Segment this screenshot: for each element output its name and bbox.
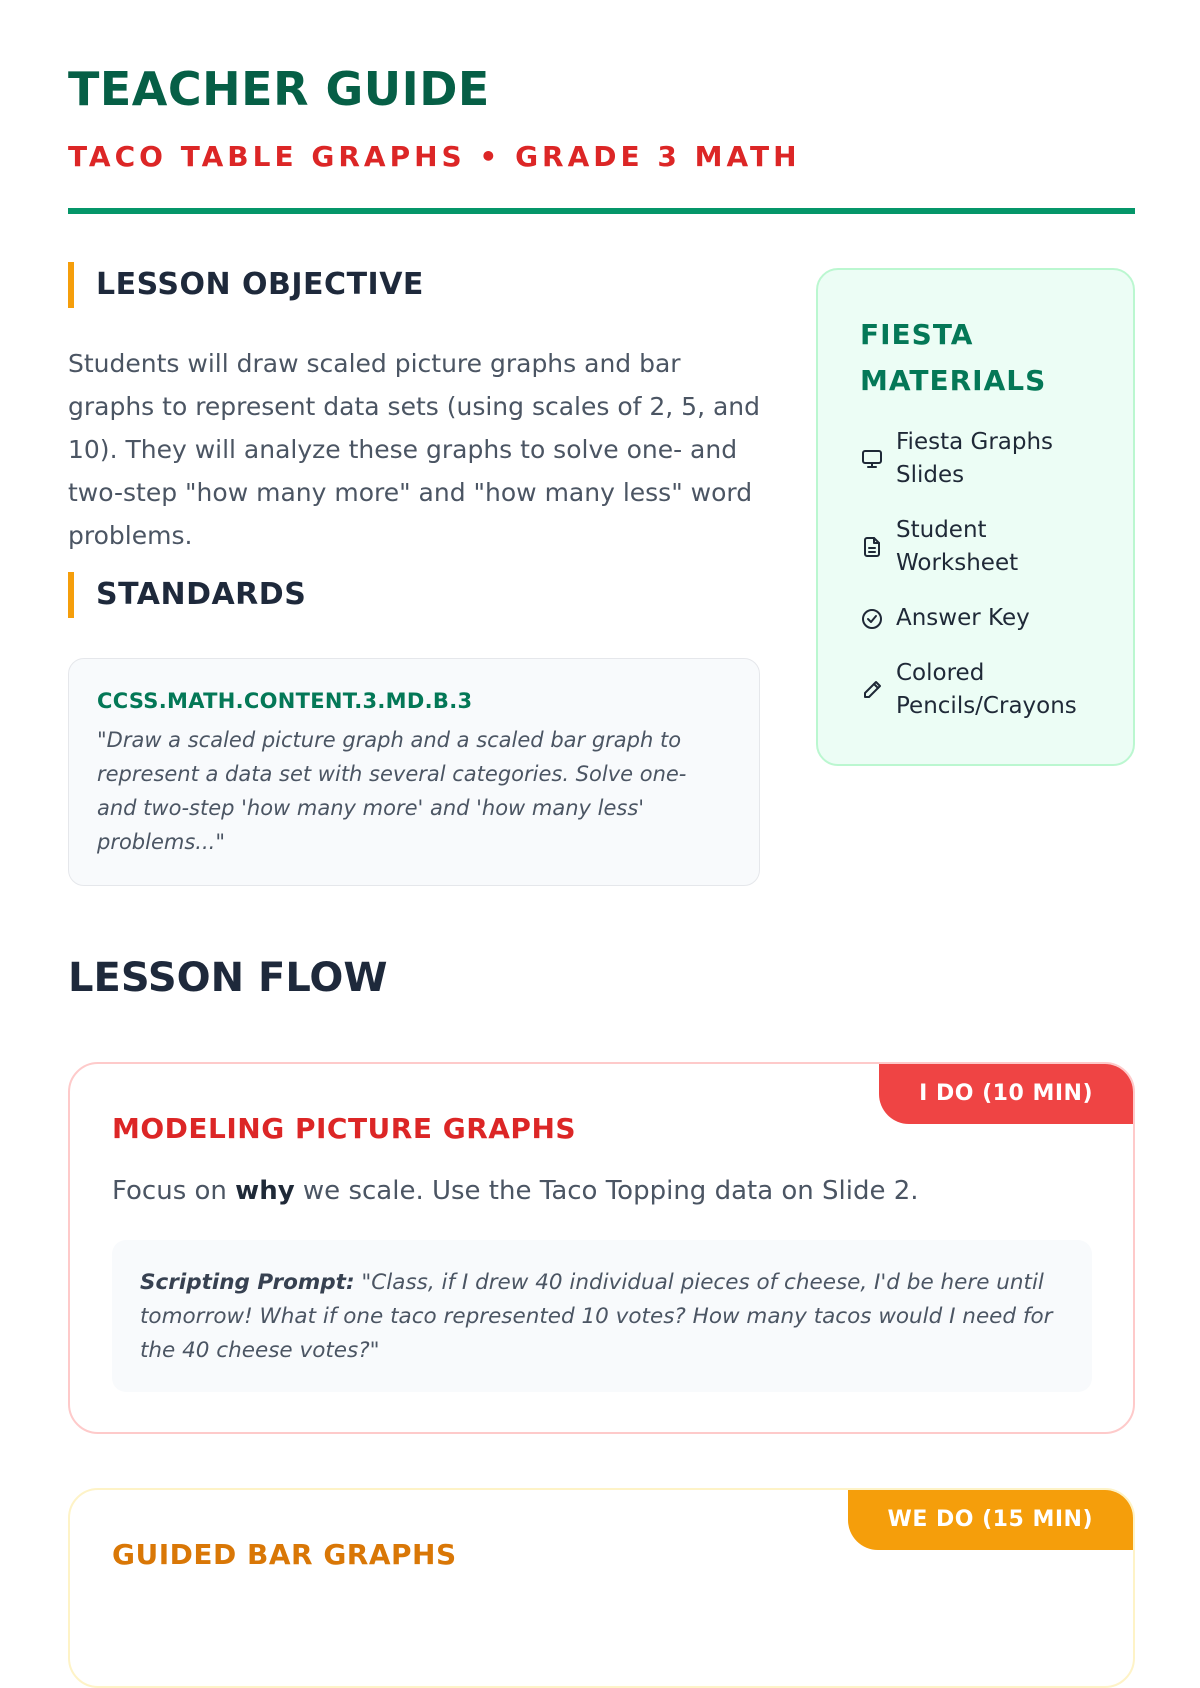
standard-card: [68, 658, 760, 886]
step-card-i-do: [68, 1062, 1135, 1434]
materials-title: FIESTA MATERIALS: [860, 318, 1047, 397]
materials-item-worksheet: [860, 514, 1103, 580]
step-description-text: Focus on: [112, 1176, 236, 1206]
document-icon: [860, 535, 884, 559]
lesson-flow-title: LESSON FLOW: [68, 955, 388, 1001]
materials-item-pencils: [860, 657, 1103, 723]
step-card-we-do: [68, 1488, 1135, 1688]
step-title: GUIDED BAR GRAPHS: [112, 1538, 457, 1571]
materials-item-label: Answer Key: [896, 605, 1030, 631]
objective-heading: LESSON OBJECTIVE: [68, 262, 424, 308]
objective-text: Students will draw scaled picture graphs and bar graphs to represent data sets (using scales of 2, 5, and 10). They will analyze these graphs to solve one- and two-step "how many more" and "how many less" word problems.: [68, 349, 761, 550]
header-divider: [68, 208, 1135, 214]
materials-item-label: Student Worksheet: [896, 517, 1019, 576]
materials-card: [816, 268, 1135, 766]
scripting-prompt-box: [112, 1240, 1092, 1392]
materials-item-answer-key: [860, 602, 1103, 635]
step-description-text: we scale. Use the Taco Topping data on Slide 2.: [294, 1176, 919, 1206]
step-description-emphasis: why: [235, 1176, 295, 1206]
scripting-prompt-label: Scripting Prompt:: [140, 1270, 355, 1295]
check-circle-icon: [860, 607, 884, 631]
pencil-icon: [860, 678, 884, 702]
materials-item-label: Colored Pencils/Crayons: [896, 660, 1077, 719]
scripting-prompt-text: "Class, if I drew 40 individual pieces of cheese, I'd be here until tomorrow! What if one taco represented 10 votes? How many tacos would I need for the 40 cheese votes?": [140, 1270, 1053, 1363]
materials-item-slides: [860, 426, 1103, 492]
step-badge: WE DO (15 MIN): [848, 1490, 1133, 1550]
step-description: [112, 1176, 919, 1206]
materials-item-label: Fiesta Graphs Slides: [896, 429, 1054, 488]
standards-heading: STANDARDS: [68, 572, 306, 618]
step-badge: I DO (10 MIN): [879, 1064, 1133, 1124]
standard-quote: "Draw a scaled picture graph and a scaled bar graph to represent a data set with several categories. Solve one- and two-step 'how many more' and 'how many less' problems...": [97, 728, 687, 854]
step-title: MODELING PICTURE GRAPHS: [112, 1112, 577, 1145]
standard-code: CCSS.MATH.CONTENT.3.MD.B.3: [97, 689, 473, 713]
page-title: TEACHER GUIDE: [68, 62, 490, 116]
page-subtitle: TACO TABLE GRAPHS • GRADE 3 MATH: [68, 140, 801, 173]
monitor-icon: [860, 447, 884, 471]
